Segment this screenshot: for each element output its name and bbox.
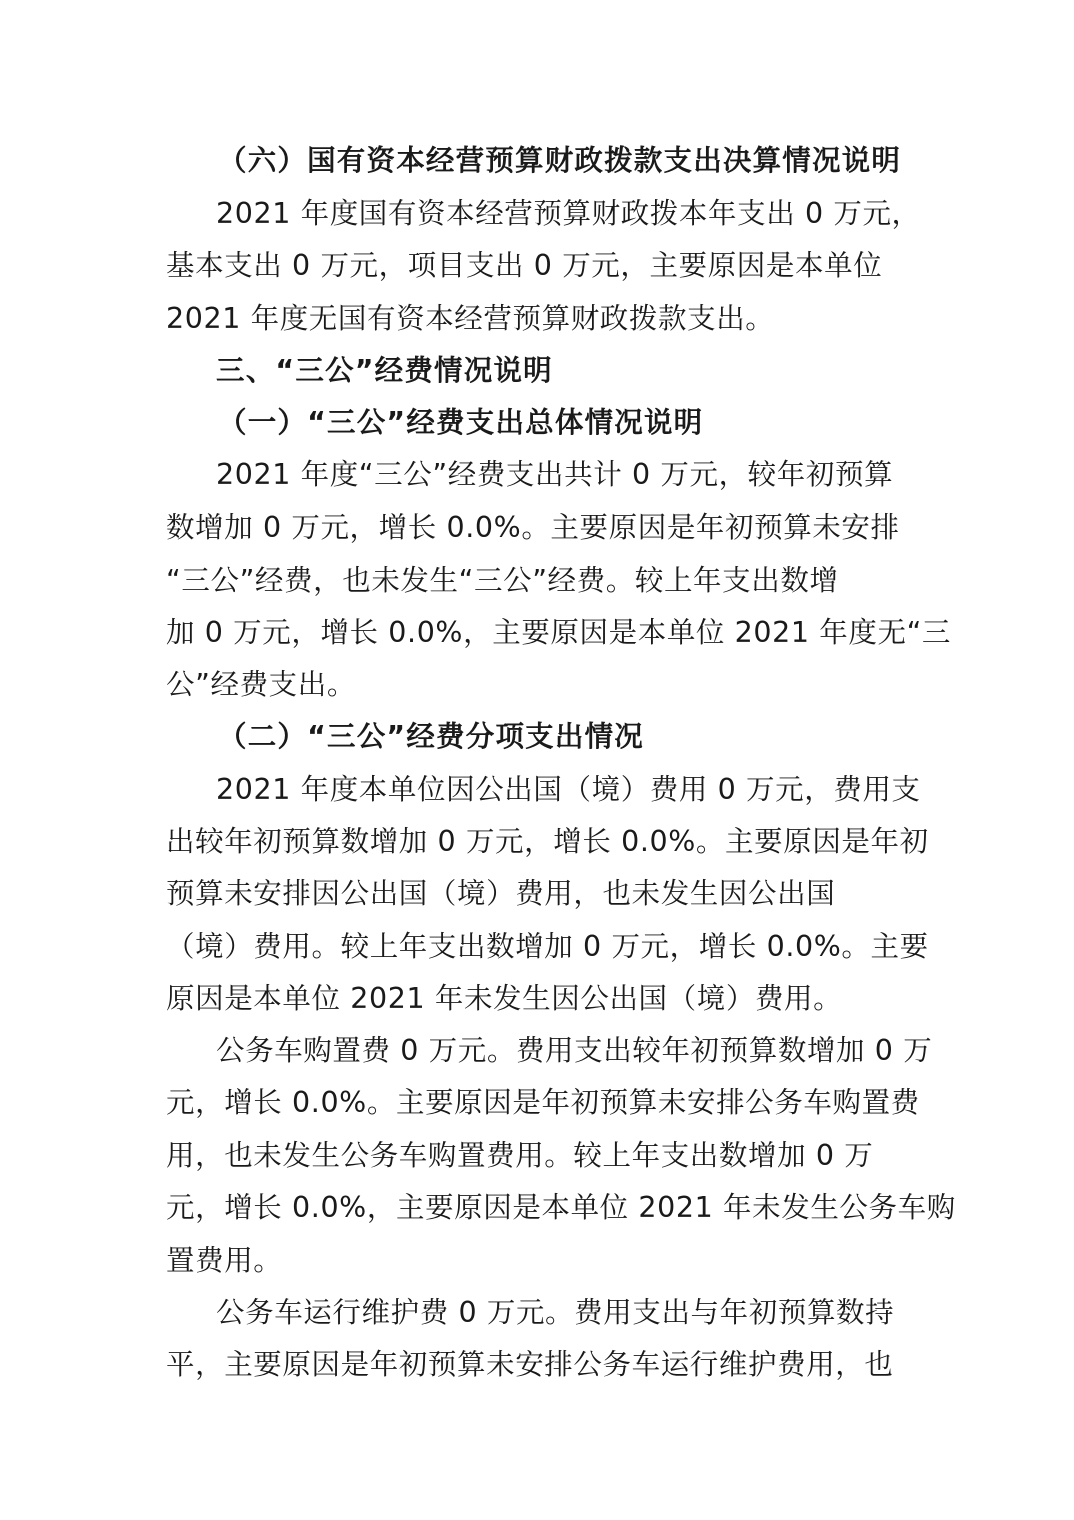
sub-2-p1-line-4: （境）费用。较上年支出数增加 0 万元，增长 0.0%。主要 (166, 930, 929, 963)
sub-2-heading: （二）“三公”经费分项支出情况 (218, 720, 644, 753)
sub-1-line-2: 数增加 0 万元，增长 0.0%。主要原因是年初预算未安排 (166, 511, 900, 544)
sub-2-p1-line-1: 2021 年度本单位因公出国（境）费用 0 万元，费用支 (216, 773, 921, 806)
sub-1-line-5: 公”经费支出。 (166, 668, 356, 701)
sub-2-p3-line-2: 平，主要原因是年初预算未安排公务车运行维护费用，也 (166, 1348, 894, 1381)
section-vi-heading: （六）国有资本经营预算财政拨款支出决算情况说明 (218, 144, 902, 177)
sub-1-heading: （一）“三公”经费支出总体情况说明 (218, 406, 704, 439)
sub-2-p2-line-2: 元，增长 0.0%。主要原因是年初预算未安排公务车购置费 (166, 1086, 920, 1119)
section-vi-line-1: 2021 年度国有资本经营预算财政拨本年支出 0 万元， (216, 197, 921, 230)
sub-1-line-1: 2021 年度“三公”经费支出共计 0 万元，较年初预算 (216, 458, 894, 491)
section-vi-line-2: 基本支出 0 万元，项目支出 0 万元，主要原因是本单位 (166, 249, 883, 282)
section-vi-line-3: 2021 年度无国有资本经营预算财政拨款支出。 (166, 302, 775, 335)
sub-1-line-4: 加 0 万元，增长 0.0%，主要原因是本单位 2021 年度无“三 (166, 616, 952, 649)
sub-2-p2-line-5: 置费用。 (166, 1244, 283, 1277)
sub-2-p1-line-5: 原因是本单位 2021 年未发生因公出国（境）费用。 (166, 982, 843, 1015)
sub-2-p2-line-1: 公务车购置费 0 万元。费用支出较年初预算数增加 0 万 (216, 1034, 933, 1067)
sub-2-p3-line-1: 公务车运行维护费 0 万元。费用支出与年初预算数持 (216, 1296, 895, 1329)
sub-1-line-3: “三公”经费，也未发生“三公”经费。较上年支出数增 (166, 564, 839, 597)
sub-2-p1-line-2: 出较年初预算数增加 0 万元，增长 0.0%。主要原因是年初 (166, 825, 929, 858)
sub-2-p1-line-3: 预算未安排因公出国（境）费用，也未发生因公出国 (166, 877, 836, 910)
sub-2-p2-line-4: 元，增长 0.0%，主要原因是本单位 2021 年未发生公务车购 (166, 1191, 956, 1224)
sub-2-p2-line-3: 用，也未发生公务车购置费用。较上年支出数增加 0 万 (166, 1139, 874, 1172)
section-3-heading: 三、“三公”经费情况说明 (216, 354, 553, 387)
